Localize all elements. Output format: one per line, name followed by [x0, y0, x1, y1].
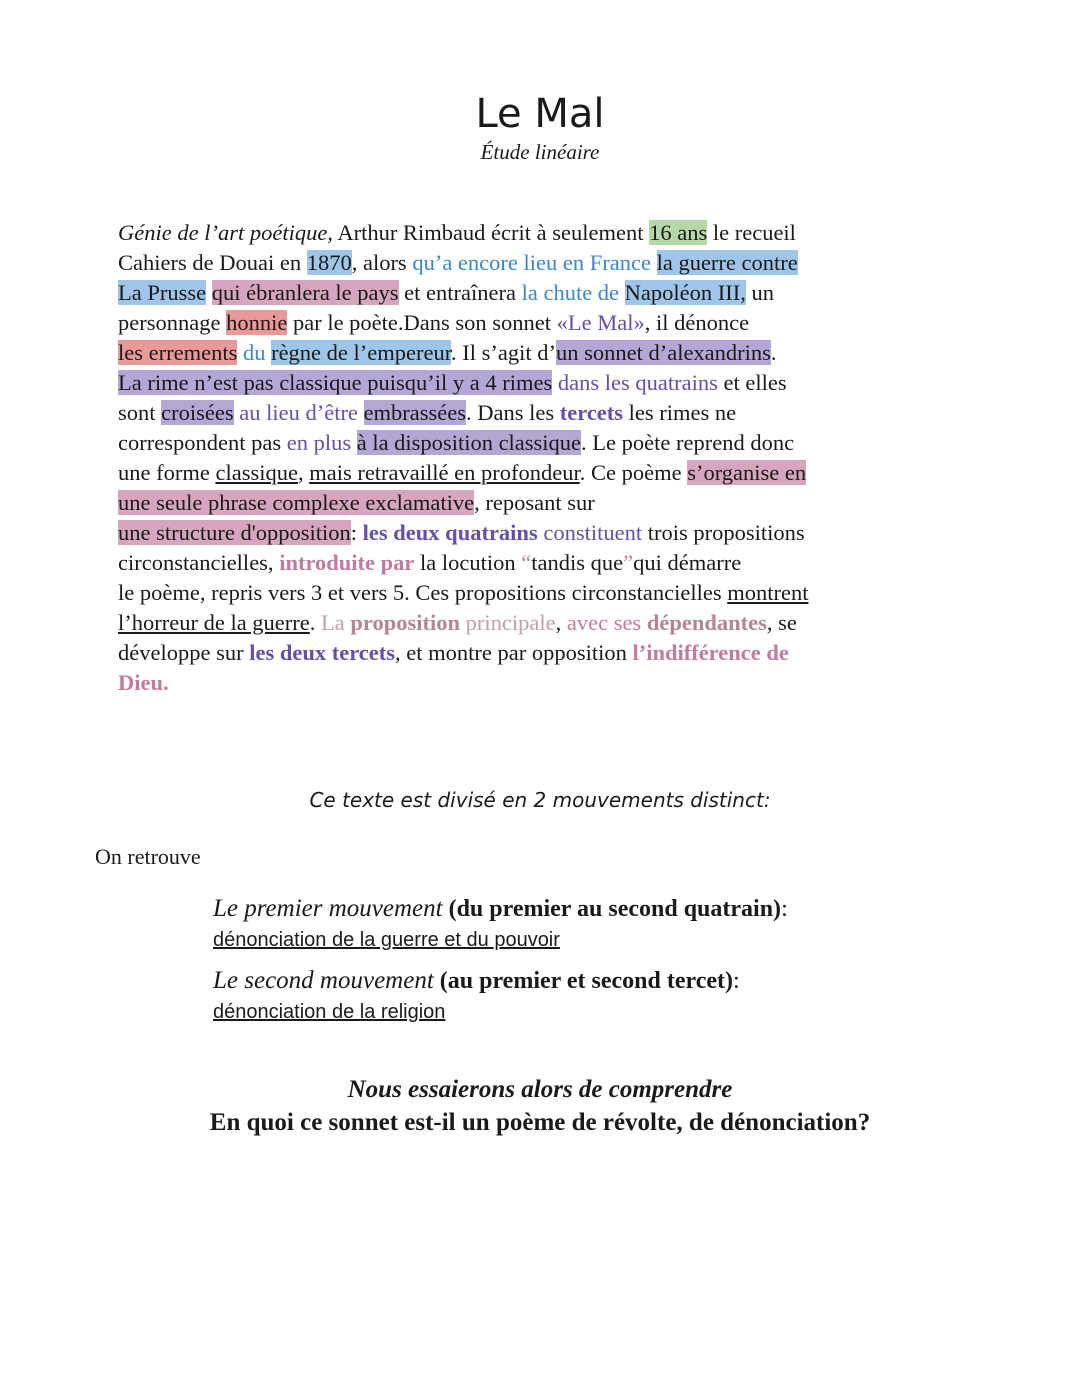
intro-fragment: le poème, repris vers 3 et vers 5. Ces propositions circonstancielles [118, 580, 728, 605]
intro-fragment: . Il s’agit d’ [450, 340, 556, 365]
intro-fragment [619, 280, 625, 305]
intro-fragment: Génie de l’art poétique, [118, 220, 333, 245]
intro-fragment [206, 280, 212, 305]
highlight-fragment: les errements [118, 340, 238, 365]
movement-description: dénonciation de la religion [213, 1001, 446, 1023]
movement-item [213, 965, 740, 1025]
colored-fragment: les deux tercets [249, 640, 396, 665]
highlight-fragment: une seule phrase complexe exclamative [118, 490, 475, 515]
intro-fragment: . Ce poème [579, 460, 688, 485]
colored-fragment: tercets [559, 400, 624, 425]
intro-fragment: personnage [118, 310, 227, 335]
intro-fragment [651, 250, 657, 275]
intro-fragment: : [350, 520, 363, 545]
intro-line [118, 338, 968, 368]
intro-fragment: un [745, 280, 774, 305]
intro-line [118, 548, 968, 578]
intro-line [118, 398, 968, 428]
intro-fragment: . [309, 610, 322, 635]
highlight-fragment: un sonnet d’alexandrins [555, 340, 771, 365]
highlight-fragment: Napoléon III, [624, 280, 746, 305]
colored-fragment: proposition [350, 610, 461, 635]
highlight-fragment: à la disposition classique [356, 430, 582, 455]
movement-item [213, 893, 788, 953]
intro-fragment: , se [766, 610, 797, 635]
intro-line [118, 488, 968, 518]
underlined-fragment: l’horreur de la guerre [118, 610, 310, 635]
problematique-intro: Nous essaierons alors de comprendre [347, 1076, 733, 1103]
colored-fragment: Dieu. [118, 670, 169, 695]
highlight-fragment: La rime n’est pas classique puisqu’il y a 4 rimes [118, 370, 553, 395]
colored-fragment: avec ses [566, 610, 647, 635]
intro-line [118, 458, 968, 488]
highlight-age: 16 ans [649, 220, 708, 245]
intro-fragment: , [297, 460, 310, 485]
highlight-fragment: une structure d'opposition [118, 520, 351, 545]
underlined-fragment: classique [215, 460, 298, 485]
movement-description: dénonciation de la guerre et du pouvoir [213, 929, 560, 951]
intro-fragment: sont [118, 400, 162, 425]
intro-fragment: . [770, 340, 777, 365]
intro-fragment: tandis que [531, 550, 624, 575]
colored-fragment: au lieu d’être [239, 400, 358, 425]
colored-fragment: dépendantes [646, 610, 767, 635]
colored-fragment: La [321, 610, 351, 635]
colored-fragment: du [242, 340, 266, 365]
highlight-fragment: croisées [161, 400, 234, 425]
highlight-fragment: La Prusse [118, 280, 207, 305]
colored-fragment: les deux quatrains [362, 520, 538, 545]
intro-fragment: Arthur Rimbaud écrit à seulement [332, 220, 650, 245]
movement-colon: : [781, 896, 788, 922]
colored-fragment: introduite par [279, 550, 415, 575]
colored-fragment: dans les quatrains [557, 370, 718, 395]
page-subtitle: Étude linéaire [480, 140, 600, 164]
colored-fragment: constituent [543, 520, 643, 545]
underlined-fragment: montrent [727, 580, 809, 605]
page-title: Le Mal [475, 91, 605, 137]
highlight-fragment: s’organise en [687, 460, 807, 485]
highlight-fragment: la guerre contre [656, 250, 798, 275]
highlight-fragment: qui ébranlera le pays [211, 280, 399, 305]
intro-fragment: et entraînera [398, 280, 522, 305]
movements-heading: Ce texte est divisé en 2 mouvements distinct: [309, 788, 771, 812]
highlight-year: 1870 [306, 250, 352, 275]
intro-fragment: une forme [118, 460, 216, 485]
intro-fragment: et elles [717, 370, 787, 395]
intro-fragment: , alors [351, 250, 413, 275]
highlight-fragment: règne de l’empereur [271, 340, 451, 365]
intro-line [118, 608, 968, 638]
intro-fragment: développe sur [118, 640, 250, 665]
intro-fragment: la locution [414, 550, 522, 575]
intro-fragment: , et montre par opposition [395, 640, 633, 665]
intro-fragment: . Dans les [466, 400, 560, 425]
intro-line [118, 248, 968, 278]
colored-fragment: «Le Mal» [556, 310, 645, 335]
intro-fragment: les rimes ne [623, 400, 737, 425]
movement-range: (au premier et second tercet) [439, 968, 733, 994]
movement-range: (du premier au second quatrain) [448, 896, 782, 922]
intro-line [118, 578, 968, 608]
intro-fragment: qui démarre [633, 550, 742, 575]
intro-fragment: le recueil [707, 220, 796, 245]
intro-fragment [358, 400, 364, 425]
intro-line [118, 278, 968, 308]
problematique-question: En quoi ce sonnet est-il un poème de révolte, de dénonciation? [209, 1109, 871, 1136]
intro-fragment: Cahiers de Douai en [118, 250, 307, 275]
underlined-fragment: mais retravaillé en profondeur [309, 460, 580, 485]
intro-fragment: circonstancielles, [118, 550, 280, 575]
colored-fragment: en plus [286, 430, 352, 455]
intro-line [118, 428, 968, 458]
intro-fragment: par le poète.Dans son sonnet [287, 310, 557, 335]
intro-fragment: trois propositions [642, 520, 805, 545]
movement-name: Le second mouvement [213, 967, 434, 994]
colored-fragment: qu’a encore lieu en France [412, 250, 651, 275]
intro-line [118, 308, 968, 338]
colored-fragment: principale [460, 610, 556, 635]
intro-fragment [351, 430, 357, 455]
intro-fragment: , [555, 610, 567, 635]
movement-heading [213, 893, 788, 925]
intro-fragment: , reposant sur [474, 490, 595, 515]
intro-line [118, 368, 968, 398]
colored-fragment: ” [623, 550, 634, 575]
colored-fragment: l’indifférence de [632, 640, 789, 665]
intro-line [118, 218, 968, 248]
intro-line [118, 638, 968, 668]
highlight-fragment: honnie [226, 310, 288, 335]
intro-line [118, 668, 968, 698]
intro-fragment: . Le poète reprend donc [581, 430, 795, 455]
movement-name: Le premier mouvement [213, 895, 443, 922]
movement-colon: : [733, 968, 740, 994]
intro-line [118, 518, 968, 548]
movement-heading [213, 965, 740, 997]
colored-fragment: la chute de [521, 280, 620, 305]
introduction-paragraph [118, 218, 968, 698]
retrouve-label: On retrouve [95, 844, 201, 869]
intro-fragment: , il dénonce [644, 310, 750, 335]
highlight-fragment: embrassées [363, 400, 467, 425]
colored-fragment: “ [521, 550, 532, 575]
intro-fragment: correspondent pas [118, 430, 287, 455]
